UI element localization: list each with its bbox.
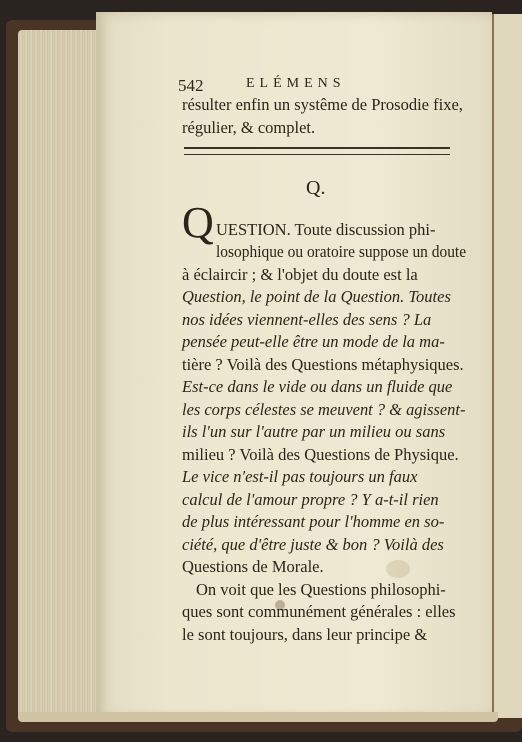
- body-line-15: ciété, que d'être juste & bon ? Voilà des: [182, 535, 444, 554]
- body-line-3: à éclaircir ; & l'objet du doute est la: [182, 265, 418, 284]
- body-line-13: calcul de l'amour propre ? Y a-t-il rien: [182, 490, 439, 509]
- page-bottom-edge: [18, 712, 498, 722]
- intro-line-2: régulier, & complet.: [182, 118, 316, 137]
- adjacent-page: [492, 14, 522, 718]
- page-number: 542: [178, 76, 204, 95]
- body-line-2: losophique ou oratoire suppose un doute: [216, 242, 467, 261]
- body-line-10: ils l'un sur l'autre par un milieu ou sans: [182, 422, 446, 441]
- body-line-17: On voit que les Questions philosophi-: [196, 580, 446, 599]
- body-line-9: les corps célestes se meuvent ? & agissent-: [182, 400, 466, 419]
- body-line-18: ques sont communément générales : elles: [182, 602, 456, 621]
- section-rule-thick: [184, 147, 450, 149]
- body-line-16: Questions de Morale.: [182, 557, 324, 576]
- body-line-6: pensée peut-elle être un mode de la ma-: [182, 332, 445, 351]
- intro-line-1: résulter enfin un systême de Prosodie fixe,: [182, 95, 463, 114]
- paper-stain: [386, 560, 410, 578]
- body-line-7: tière ? Voilà des Questions métaphysiques.: [182, 355, 464, 374]
- body-line-14: de plus intéressant pour l'homme en so-: [182, 512, 445, 531]
- section-heading: Q.: [306, 177, 326, 199]
- body-line-19: le sont toujours, dans leur principe &: [182, 625, 428, 644]
- drop-cap: Q: [182, 198, 214, 247]
- body-line-11: milieu ? Voilà des Questions de Physique.: [182, 445, 459, 464]
- body-line-1: UESTION. Toute discussion phi-: [216, 220, 436, 239]
- body-line-4: Question, le point de la Question. Toutes: [182, 287, 451, 306]
- running-title: ELÉMENS: [246, 76, 346, 91]
- page-edges: [18, 30, 98, 718]
- section-rule-thin: [184, 154, 450, 155]
- body-line-8: Est-ce dans le vide ou dans un fluide que: [182, 377, 453, 396]
- body-line-5: nos idées viennent-elles des sens ? La: [182, 310, 432, 329]
- body-line-12: Le vice n'est-il pas toujours un faux: [182, 467, 418, 486]
